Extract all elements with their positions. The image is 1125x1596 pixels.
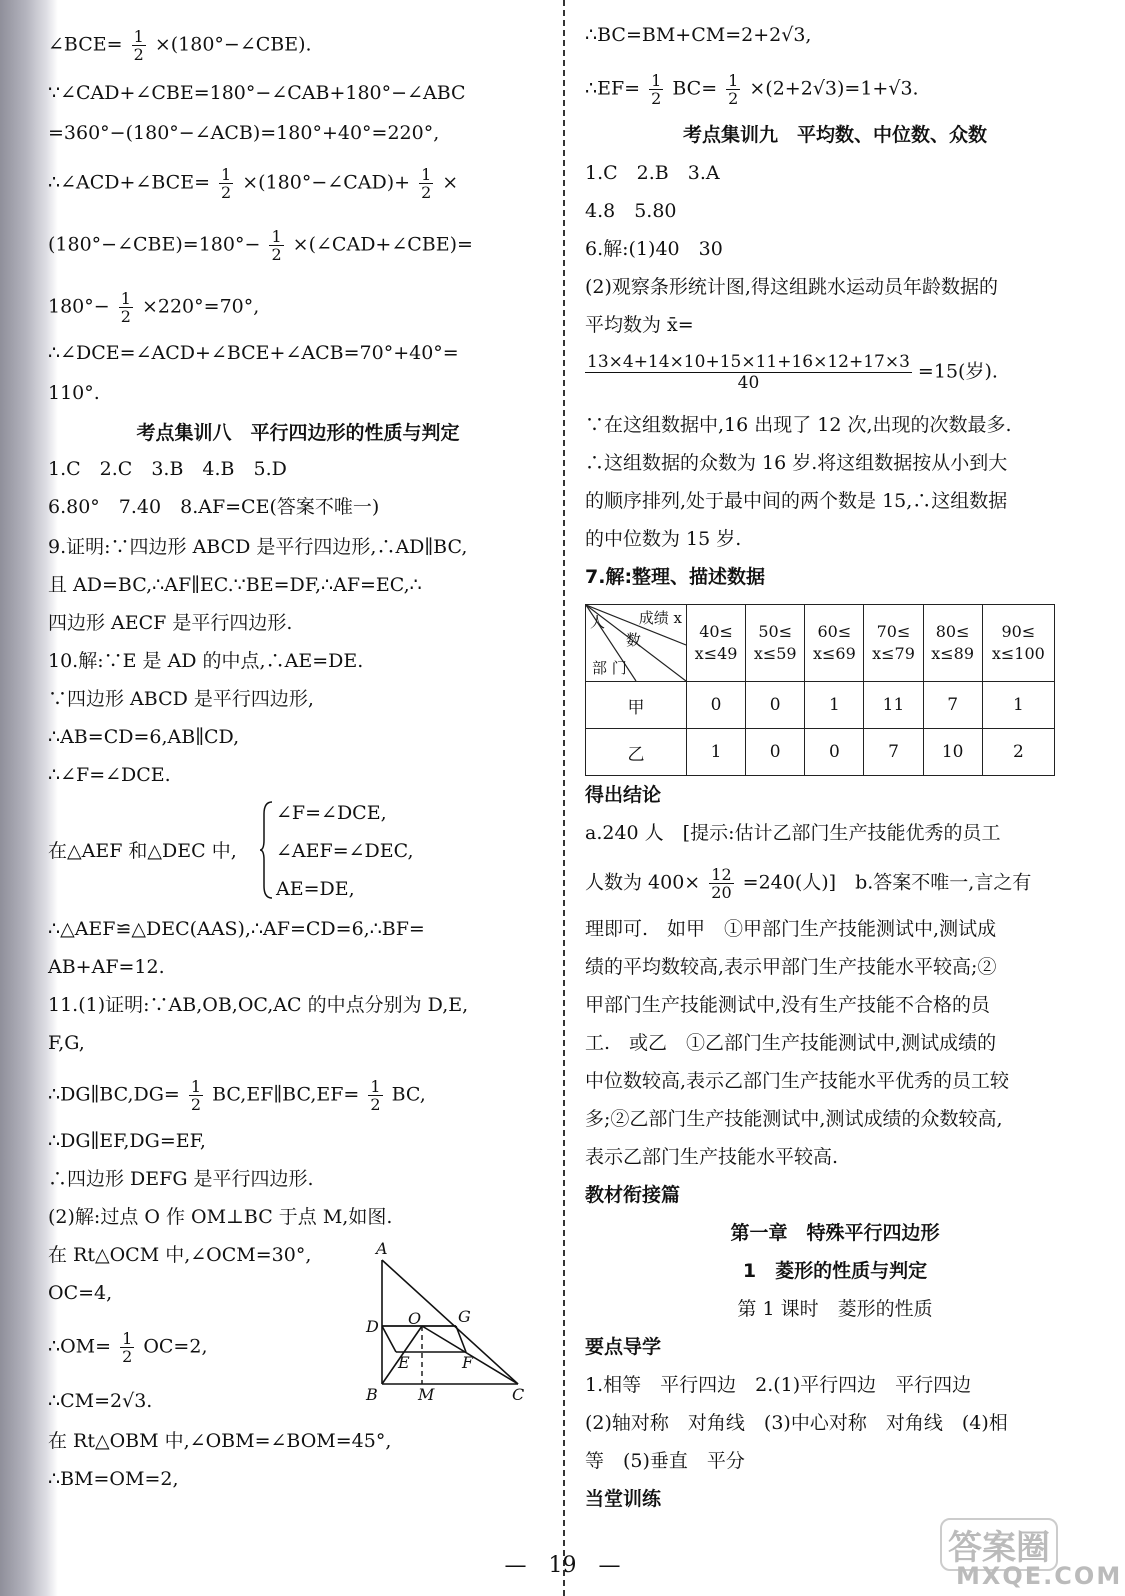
- line: 人数为 400× $\frac{12}{20}$ =240(人)] b.答案不唯一,言之有: [585, 865, 1032, 902]
- line: 绩的平均数较高,表示甲部门生产技能水平较高;②: [585, 956, 997, 978]
- range-header: 90≤ x≤100: [982, 605, 1054, 682]
- count-cell: 10: [923, 729, 982, 776]
- range-header: 60≤ x≤69: [805, 605, 864, 682]
- line: ∴∠DCE=∠ACD+∠BCE+∠ACB=70°+40°=: [48, 342, 459, 364]
- label-A: A: [376, 1240, 388, 1258]
- count-cell: 1: [805, 682, 864, 729]
- line: 得出结论: [585, 784, 662, 806]
- line: ∴BC=BM+CM=2+2√3,: [585, 24, 812, 46]
- line: ∴△AEF≌△DEC(AAS),∴AF=CD=6,∴BF=: [48, 918, 425, 940]
- corner-people-label: 人: [590, 613, 606, 631]
- line: ∴四边形 DEFG 是平行四边形.: [48, 1168, 314, 1190]
- section-label: 要点导学: [585, 1336, 662, 1358]
- section-heading: 考点集训八 平行四边形的性质与判定: [136, 422, 460, 444]
- range-header: 50≤ x≤59: [746, 605, 805, 682]
- line: 多;②乙部门生产技能测试中,测试成绩的众数较高,: [585, 1108, 1003, 1130]
- watermark-logo: 答案圈: [940, 1518, 1058, 1571]
- table-row: [586, 682, 1055, 729]
- line: 6.80° 7.40 8.AF=CE(答案不唯一): [48, 496, 380, 518]
- table-corner-cell: [586, 605, 687, 682]
- range-header: 40≤ x≤49: [687, 605, 746, 682]
- line: 表示乙部门生产技能水平较高.: [585, 1146, 839, 1168]
- label-B: B: [366, 1385, 378, 1404]
- line: 6.解:(1)40 30: [585, 238, 723, 260]
- corner-count-label: 数: [626, 631, 642, 649]
- line: (2)轴对称 对角线 (3)中心对称 对角线 (4)相: [585, 1412, 1008, 1434]
- line: ∴BM=OM=2,: [48, 1468, 179, 1490]
- count-cell: 1: [982, 682, 1054, 729]
- dept-cell: 甲: [586, 682, 687, 729]
- line: ∵在这组数据中,16 出现了 12 次,出现的次数最多.: [585, 414, 1012, 436]
- line: AE=DE,: [276, 878, 355, 900]
- system-brace: [260, 800, 274, 900]
- line: a.240 人 [提示:估计乙部门生产技能优秀的员工: [585, 822, 1001, 844]
- label-F: F: [462, 1353, 474, 1372]
- line: 在 Rt△OBM 中,∠OBM=∠BOM=45°,: [48, 1430, 392, 1452]
- line: 在△AEF 和△DEC 中,: [48, 840, 237, 862]
- page-number: — 19 —: [504, 1553, 621, 1578]
- count-cell: 7: [923, 682, 982, 729]
- count-cell: 0: [805, 729, 864, 776]
- line: ∠AEF=∠DEC,: [276, 840, 414, 862]
- line: ∠BCE= $\frac{1}{2}$ ×(180°−∠CBE).: [48, 27, 312, 64]
- line: 甲部门生产技能测试中,没有生产技能不合格的员: [585, 994, 991, 1016]
- table-row: [586, 729, 1055, 776]
- line: ∴这组数据的众数为 16 岁.将这组数据按从小到大: [585, 452, 1008, 474]
- count-cell: 2: [982, 729, 1054, 776]
- count-cell: 11: [864, 682, 923, 729]
- line: 工. 或乙 ①乙部门生产技能测试中,测试成绩的: [585, 1032, 997, 1054]
- line: 的中位数为 15 岁.: [585, 528, 742, 550]
- label-E: E: [398, 1353, 410, 1372]
- lesson-subtitle: 第 1 课时 菱形的性质: [737, 1298, 933, 1320]
- line: $\frac{13\times 4+14\times 10+15\times 11+16\times 12+17\times 3}{40}$ =15(岁).: [587, 352, 998, 393]
- column-divider: [563, 0, 565, 1596]
- lesson-heading: 1 菱形的性质与判定: [742, 1260, 928, 1282]
- line: OC=4,: [48, 1282, 113, 1304]
- label-M: M: [418, 1385, 435, 1404]
- chapter-title: 第一章 特殊平行四边形: [730, 1222, 940, 1244]
- label-O: O: [408, 1309, 422, 1328]
- label-D: D: [366, 1317, 379, 1336]
- range-header: 70≤ x≤79: [864, 605, 923, 682]
- line: 4.8 5.80: [585, 200, 677, 222]
- line: 11.(1)证明:∵AB,OB,OC,AC 的中点分别为 D,E,: [48, 994, 469, 1016]
- line: 中位数较高,表示乙部门生产技能水平优秀的员工较: [585, 1070, 1010, 1092]
- line: ∴OM= $\frac{1}{2}$ OC=2,: [48, 1329, 208, 1366]
- line: 在 Rt△OCM 中,∠OCM=30°,: [48, 1244, 312, 1266]
- line: ∴CM=2√3.: [48, 1390, 153, 1412]
- line: 9.证明:∵四边形 ABCD 是平行四边形,∴AD∥BC,: [48, 536, 468, 558]
- line: ∠F=∠DCE,: [276, 802, 387, 824]
- watermark-url: MXQE.COM: [956, 1562, 1123, 1590]
- line: 平均数为 x̄=: [585, 314, 694, 336]
- count-cell: 0: [746, 729, 805, 776]
- line: (2)解:过点 O 作 OM⊥BC 于点 M,如图.: [48, 1206, 393, 1228]
- count-cell: 0: [687, 682, 746, 729]
- line: 理即可. 如甲 ①甲部门生产技能测试中,测试成: [585, 918, 997, 940]
- line: ∴DG∥EF,DG=EF,: [48, 1130, 206, 1152]
- line: 7.解:整理、描述数据: [585, 566, 766, 588]
- line: ∴∠ACD+∠BCE= $\frac{1}{2}$ ×(180°−∠CAD)+ $\frac{1}{2}$ ×: [48, 165, 459, 202]
- line: ∴DG∥BC,DG= $\frac{1}{2}$ BC,EF∥BC,EF= $\frac{1}{2}$ BC,: [48, 1077, 426, 1114]
- line: ∵四边形 ABCD 是平行四边形,: [48, 688, 314, 710]
- line: (2)观察条形统计图,得这组跳水运动员年龄数据的: [585, 276, 998, 298]
- line: 等 (5)垂直 平分: [585, 1450, 745, 1472]
- line: 且 AD=BC,∴AF∥EC.∵BE=DF,∴AF=EC,∴: [48, 574, 422, 596]
- line: 10.解:∵E 是 AD 的中点,∴AE=DE.: [48, 650, 364, 672]
- line: 四边形 AECF 是平行四边形.: [48, 612, 293, 634]
- count-cell: 0: [746, 682, 805, 729]
- section-label: 当堂训练: [585, 1488, 662, 1510]
- range-header: 80≤ x≤89: [923, 605, 982, 682]
- label-G: G: [458, 1307, 471, 1326]
- score-table: [585, 604, 1055, 776]
- line: (180°−∠CBE)=180°− $\frac{1}{2}$ ×(∠CAD+∠CBE)=: [48, 227, 473, 264]
- line: 1.相等 平行四边 2.(1)平行四边 平行四边: [585, 1374, 972, 1396]
- line: AB+AF=12.: [48, 956, 165, 978]
- fraction: $\frac{1}{2}$: [133, 27, 144, 64]
- line: F,G,: [48, 1032, 85, 1054]
- line: ∴EF= $\frac{1}{2}$ BC= $\frac{1}{2}$ ×(2+2√3)=1+√3.: [585, 71, 919, 108]
- dept-cell: 乙: [586, 729, 687, 776]
- section-heading: 考点集训九 平均数、中位数、众数: [682, 124, 987, 146]
- line: ∴∠F=∠DCE.: [48, 764, 171, 786]
- section-label: 教材衔接篇: [585, 1184, 681, 1206]
- line: ∴AB=CD=6,AB∥CD,: [48, 726, 240, 748]
- line: 的顺序排列,处于最中间的两个数是 15,∴这组数据: [585, 490, 1008, 512]
- corner-dept-label: 部 门: [592, 659, 627, 677]
- line: 1.C 2.B 3.A: [585, 162, 720, 184]
- triangle-figure: [360, 1240, 540, 1410]
- line: 1.C 2.C 3.B 4.B 5.D: [48, 458, 287, 480]
- line: 110°.: [48, 382, 100, 404]
- line: 180°− $\frac{1}{2}$ ×220°=70°,: [48, 289, 260, 326]
- count-cell: 1: [687, 729, 746, 776]
- label-C: C: [512, 1385, 525, 1404]
- line: =360°−(180°−∠ACB)=180°+40°=220°,: [48, 122, 440, 144]
- line: ∵∠CAD+∠CBE=180°−∠CAB+180°−∠ABC: [48, 82, 466, 104]
- count-cell: 7: [864, 729, 923, 776]
- corner-score-label: 成绩 x: [638, 609, 682, 627]
